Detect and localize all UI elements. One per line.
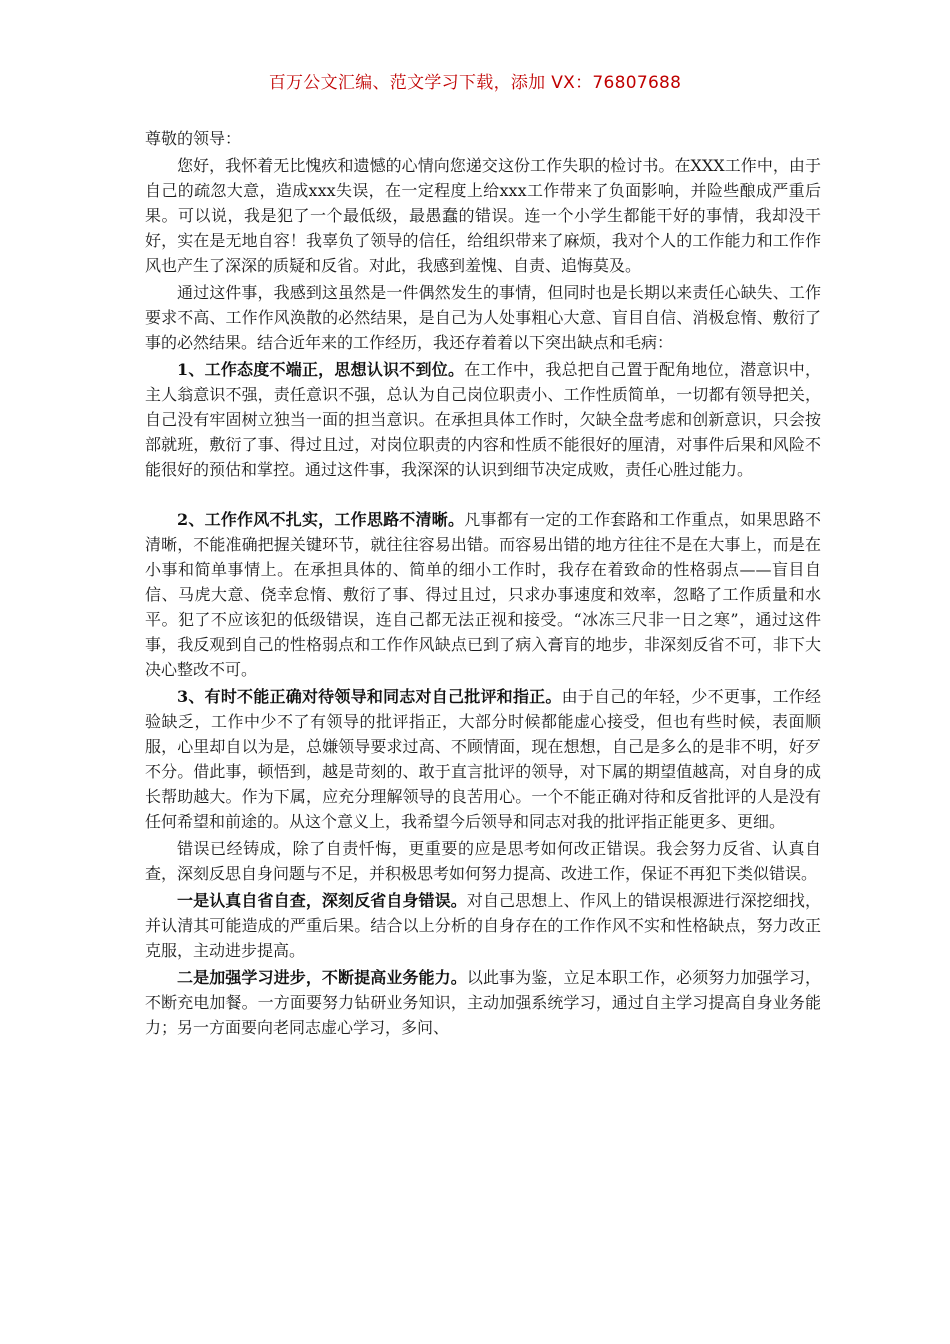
paragraph-correction: 错误已经铸成，除了自责忏悔，更重要的应是思考如何改正错误。我会努力反省、认真自查，深刻反思自身问题与不足，并积极思考如何努力提高、改进工作，保证不再犯下类似错误。 xyxy=(145,839,821,883)
point-3-text: 由于自己的年轻，少不更事，工作经验缺乏，工作中少不了有领导的批评指正，大部分时候都能虚心接受，但也有些时候，表面顺服，心里却自以为是，总嫌领导要求过高、不顾情面，现在想想，自己是多么的是非不明，好歹不分。借此事，顿悟到，越是苛刻的、敢于直言批评的领导，对下属的期望值越高，对自身的成长帮助越大。作为下属，应充分理解领导的良苦用心。一个不能正确对待和反省批评的人是没有任何希望和前途的。从这个意义上，我希望今后领导和同志对我的批评指正能更多、更细。 xyxy=(145,687,821,831)
document-body xyxy=(145,126,821,1040)
point-1-heading: 1、工作态度不端正，思想认识不到位。 xyxy=(177,360,465,379)
point-1-text: 在工作中，我总把自己置于配角地位，潜意识中，主人翁意识不强，责任意识不强，总认为自己岗位职责小、工作性质简单，一切都有领导把关，自己没有牢固树立独当一面的担当意识。在承担具体工作时，欠缺全盘考虑和创新意识，只会按部就班，敷衍了事、得过且过，对岗位职责的内容和性质不能很好的厘清，对事件后果和风险不能很好的预估和掌控。通过这件事，我深深的认识到细节决定成败，责任心胜过能力。 xyxy=(145,360,821,479)
page-header-banner: 百万公文汇编、范文学习下载，添加 VX：76807688 xyxy=(268,73,682,93)
point-2-heading: 2、工作作风不扎实，工作思路不清晰。 xyxy=(177,510,465,529)
measure-2-heading: 二是加强学习进步，不断提高业务能力。 xyxy=(177,968,467,987)
measure-1-heading: 一是认真自省自查，深刻反省自身错误。 xyxy=(177,891,467,910)
salutation: 尊敬的领导： xyxy=(145,129,242,148)
paragraph-point-1 xyxy=(145,357,821,482)
point-2-text: 凡事都有一定的工作套路和工作重点，如果思路不清晰，不能准确把握关键环节，就往往容易出错。而容易出错的地方往往不是在大事上，而是在小事和简单事情上。在承担具体的、简单的细小工作时，我存在着致命的性格弱点——盲目自信、马虎大意、侥幸怠惰、敷衍了事、得过且过，只求办事速度和效率，忽略了工作质量和水平。犯了不应该犯的低级错误，连自己都无法正视和接受。“冰冻三尺非一日之寒”，通过这件事，我反观到自己的性格弱点和工作作风缺点已到了病入膏肓的地步，非深刻反省不可，非下大决心整改不可。 xyxy=(145,510,821,679)
point-3-heading: 3、有时不能正确对待领导和同志对自己批评和指正。 xyxy=(177,687,562,706)
measure-2-text: 以此事为鉴，立足本职工作，必须努力加强学习，不断充电加餐。一方面要努力钻研业务知识，主动加强系统学习，通过自主学习提高自身业务能力；另一方面要向老同志虚心学习，多问、 xyxy=(145,968,821,1037)
paragraph-reflection: 通过这件事，我感到这虽然是一件偶然发生的事情，但同时也是长期以来责任心缺失、工作要求不高、工作作风涣散的必然结果，是自己为人处事粗心大意、盲目自信、消极怠惰、敷衍了事的必然结果。结合近年来的工作经历，我还存着着以下突出缺点和毛病： xyxy=(145,283,821,352)
paragraph-opening: 您好，我怀着无比愧疚和遗憾的心情向您递交这份工作失职的检讨书。在XXX工作中，由于自己的疏忽大意，造成xxx失误，在一定程度上给xxx工作带来了负面影响，并险些酿成严重后果。可以说，我是犯了一个最低级，最愚蠢的错误。连一个小学生都能干好的事情，我却没干好，实在是无地自容！我辜负了领导的信任，给组织带来了麻烦，我对个人的工作能力和工作作风也产生了深深的质疑和反省。对此，我感到羞愧、自责、追悔莫及。 xyxy=(145,156,821,275)
paragraph-measure-1 xyxy=(145,888,821,963)
paragraph-point-3 xyxy=(145,684,821,834)
paragraph-point-2 xyxy=(145,507,821,682)
measure-1-text: 对自己思想上、作风上的错误根源进行深挖细找，并认清其可能造成的严重后果。结合以上分析的自身存在的工作作风不实和性格缺点，努力改正克服，主动进步提高。 xyxy=(145,891,821,960)
paragraph-measure-2 xyxy=(145,965,821,1040)
